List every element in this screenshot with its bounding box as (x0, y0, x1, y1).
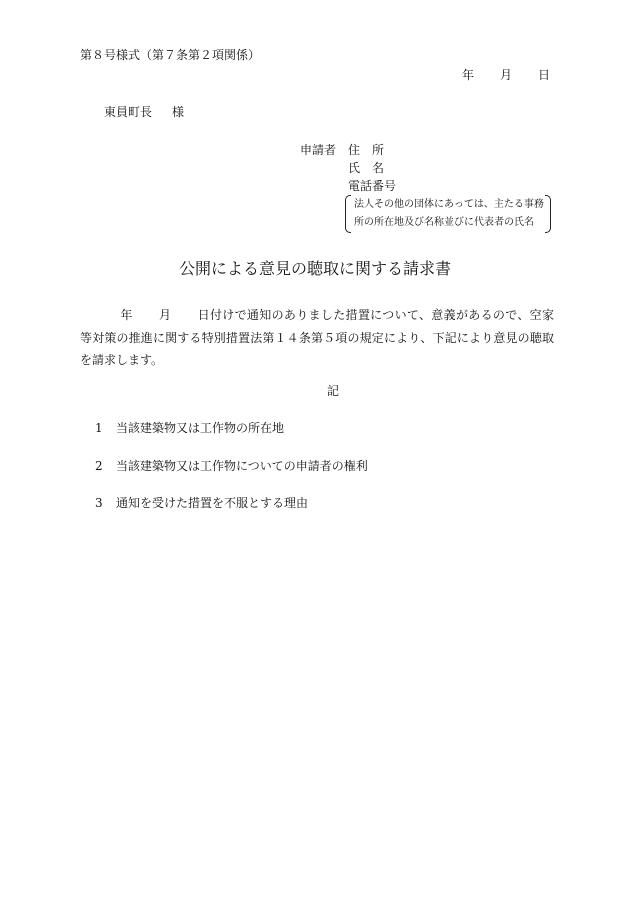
addressee-name: 東員町長 (104, 105, 153, 119)
item-text: 当該建築物又は工作物の所在地 (116, 421, 285, 435)
form-number: 第８号様式（第７条第２項関係） (80, 48, 261, 62)
body-text: 日付けで通知のありました措置について、意義があるので、空家等対策の推進に関する特別措置法第１４条第５項の規定により、下記により意見の聴取を請求します。 (80, 308, 554, 367)
phone-label: 電話番号 (348, 179, 397, 193)
date-month: 月 (500, 68, 513, 82)
corporate-note-bracket (345, 195, 551, 233)
note-line-1: 法人その他の団体にあっては、主たる事務 (354, 199, 544, 210)
address-label: 住 所 (348, 143, 385, 157)
item-number: 3 (95, 496, 103, 510)
body-paragraph (80, 304, 554, 372)
note-line-2: 所の所在地及び名称並びに代表者の氏名 (354, 217, 534, 228)
applicant-label: 申請者 (300, 143, 337, 157)
left-bracket (345, 195, 351, 233)
item-number: 2 (95, 459, 103, 473)
item-text: 当該建築物又は工作物についての申請者の権利 (116, 459, 368, 473)
date-year: 年 (462, 68, 475, 82)
right-bracket (545, 195, 551, 233)
body-month: 月 (158, 308, 172, 322)
item-text: 通知を受けた措置を不服とする理由 (116, 496, 309, 510)
body-year: 年 (120, 308, 133, 322)
name-label: 氏 名 (348, 161, 385, 175)
document-title: 公開による意見の聴取に関する請求書 (178, 259, 451, 278)
item-number: 1 (95, 421, 103, 435)
ki-heading: 記 (327, 384, 340, 398)
date-day: 日 (538, 68, 551, 82)
addressee-honorific: 様 (172, 105, 185, 119)
